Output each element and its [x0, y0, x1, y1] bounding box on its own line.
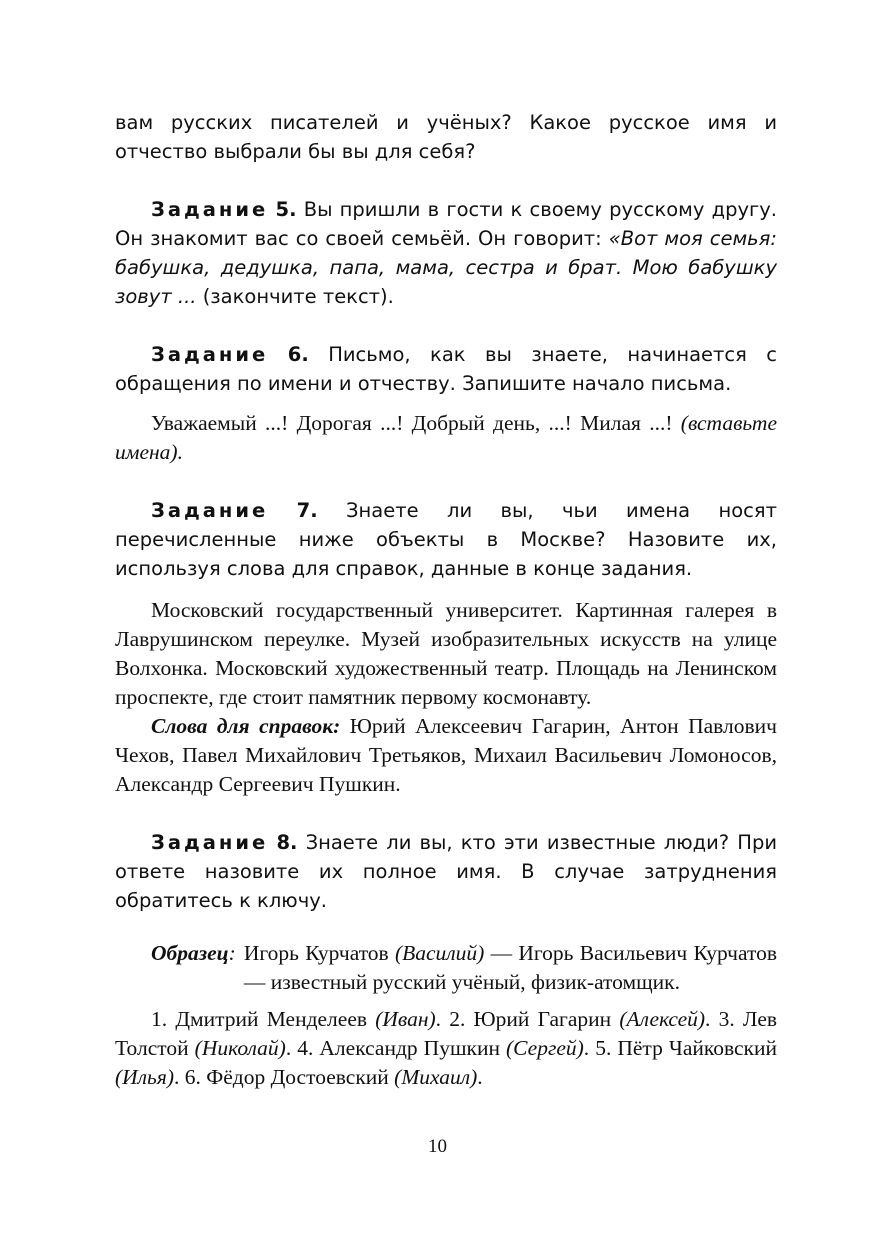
item-name: Юрий Гагарин — [473, 1007, 612, 1031]
task-5-text: Вы пришли в гости к своему русскому другу. Он знакомит вас со своей семьёй. Он говорит: — [115, 198, 778, 250]
task-7-objects-text: Московский государственный университет. Картинная галерея в Лаврушинском переулке. Музей изобразительных искусств на улице Волхонка. Московский художественный театр. Площадь на Ленинском проспекте, где стоит памятник первому космонавту. — [115, 598, 777, 709]
sample-label — [151, 939, 244, 997]
task-6-label: Задание — [151, 343, 269, 366]
list-item: 4. Александр Пушкин (Сергей). — [297, 1036, 590, 1060]
intro-text: вам русских писателей и учёных? Какое русское имя и отчество выбрали бы вы для себя? — [115, 111, 777, 163]
task-5 — [115, 195, 777, 311]
list-item: 3. Лев Толстой (Николай). — [115, 1007, 778, 1060]
task-8 — [115, 828, 777, 915]
task-8-text: Знаете ли вы, кто эти известные люди? При ответе назовите их полное имя. В случае затруднения обратитесь к ключу. — [115, 831, 777, 912]
item-number: 1. — [151, 1007, 168, 1031]
item-hint: (Иван) — [375, 1007, 436, 1031]
task-5-quote: «Вот моя семья: бабушка, дедушка, папа, мама, сестра и брат. Мою бабушку зовут ... — [115, 227, 777, 308]
task-6-note: (вставьте имена). — [115, 411, 777, 464]
page-content — [115, 108, 777, 1092]
task-6-greetings-text: Уважаемый ...! Дорогая ...! Добрый день, ...! Милая ...! — [151, 411, 681, 435]
sample-text — [244, 939, 777, 997]
intro-paragraph — [115, 108, 777, 166]
task-6-number: 6. — [287, 343, 309, 366]
task-8-number: 8. — [276, 831, 298, 854]
item-number: 6. — [184, 1065, 201, 1089]
task-5-label: Задание — [151, 198, 269, 221]
item-hint: (Михаил) — [394, 1065, 478, 1089]
item-hint: (Илья) — [115, 1065, 174, 1089]
task-6-text: Письмо, как вы знаете, начинается с обращения по имени и отчеству. Запишите начало письма. — [115, 343, 778, 395]
task-6 — [115, 340, 777, 398]
item-name: Лев Толстой — [115, 1007, 778, 1060]
sample-hint: (Василий) — [394, 941, 485, 965]
list-item: 5. Пётр Чайковский (Илья). — [115, 1036, 778, 1089]
task-8-list — [115, 1005, 777, 1092]
sample-name: Игорь Курчатов — [243, 941, 395, 965]
item-hint: (Николай) — [194, 1036, 286, 1060]
task-7-text: Знаете ли вы, чьи имена носят перечисленные ниже объекты в Москве? Назовите их, используя слова для справок, данные в конце задания. — [115, 499, 777, 580]
item-number: 4. — [297, 1036, 314, 1060]
list-item: 2. Юрий Гагарин (Алексей). — [449, 1007, 711, 1031]
task-5-tail: (закончите текст). — [196, 285, 394, 308]
item-hint: (Сергей) — [506, 1036, 584, 1060]
sample-label-text: Образец — [151, 941, 229, 965]
task-7-words-label: Слова для справок: — [151, 714, 341, 738]
item-name: Александр Пушкин — [319, 1036, 500, 1060]
sample-label-colon: : — [228, 941, 236, 965]
task-7-number: 7. — [296, 499, 318, 522]
task-7-reference-words — [115, 712, 777, 799]
task-5-number: 5. — [275, 198, 297, 221]
item-name: Дмитрий Менделеев — [175, 1007, 368, 1031]
task-7 — [115, 496, 777, 583]
item-hint: (Алексей) — [619, 1007, 706, 1031]
task-8-label: Задание — [151, 831, 269, 854]
task-6-greetings — [115, 409, 777, 467]
task-7-objects — [115, 596, 777, 712]
task-7-words: Юрий Алексеевич Гагарин, Антон Павлович Чехов, Павел Михайлович Третьяков, Михаил Васильевич Ломоносов, Александр Сергеевич Пушкин. — [115, 714, 777, 796]
item-name: Фёдор Достоевский — [206, 1065, 389, 1089]
item-number: 5. — [595, 1036, 612, 1060]
task-7-label: Задание — [151, 499, 269, 522]
task-8-sample — [115, 939, 777, 997]
sample-rest: — Игорь Васильевич Курчатов — известный русский учёный, физик-атомщик. — [243, 941, 777, 994]
item-name: Пётр Чайковский — [617, 1036, 778, 1060]
item-number: 2. — [449, 1007, 466, 1031]
page-number: 10 — [428, 1136, 447, 1157]
list-item: 6. Фёдор Достоевский (Михаил). — [184, 1065, 483, 1089]
item-number: 3. — [718, 1007, 735, 1031]
list-item: 1. Дмитрий Менделеев (Иван). — [151, 1007, 442, 1031]
